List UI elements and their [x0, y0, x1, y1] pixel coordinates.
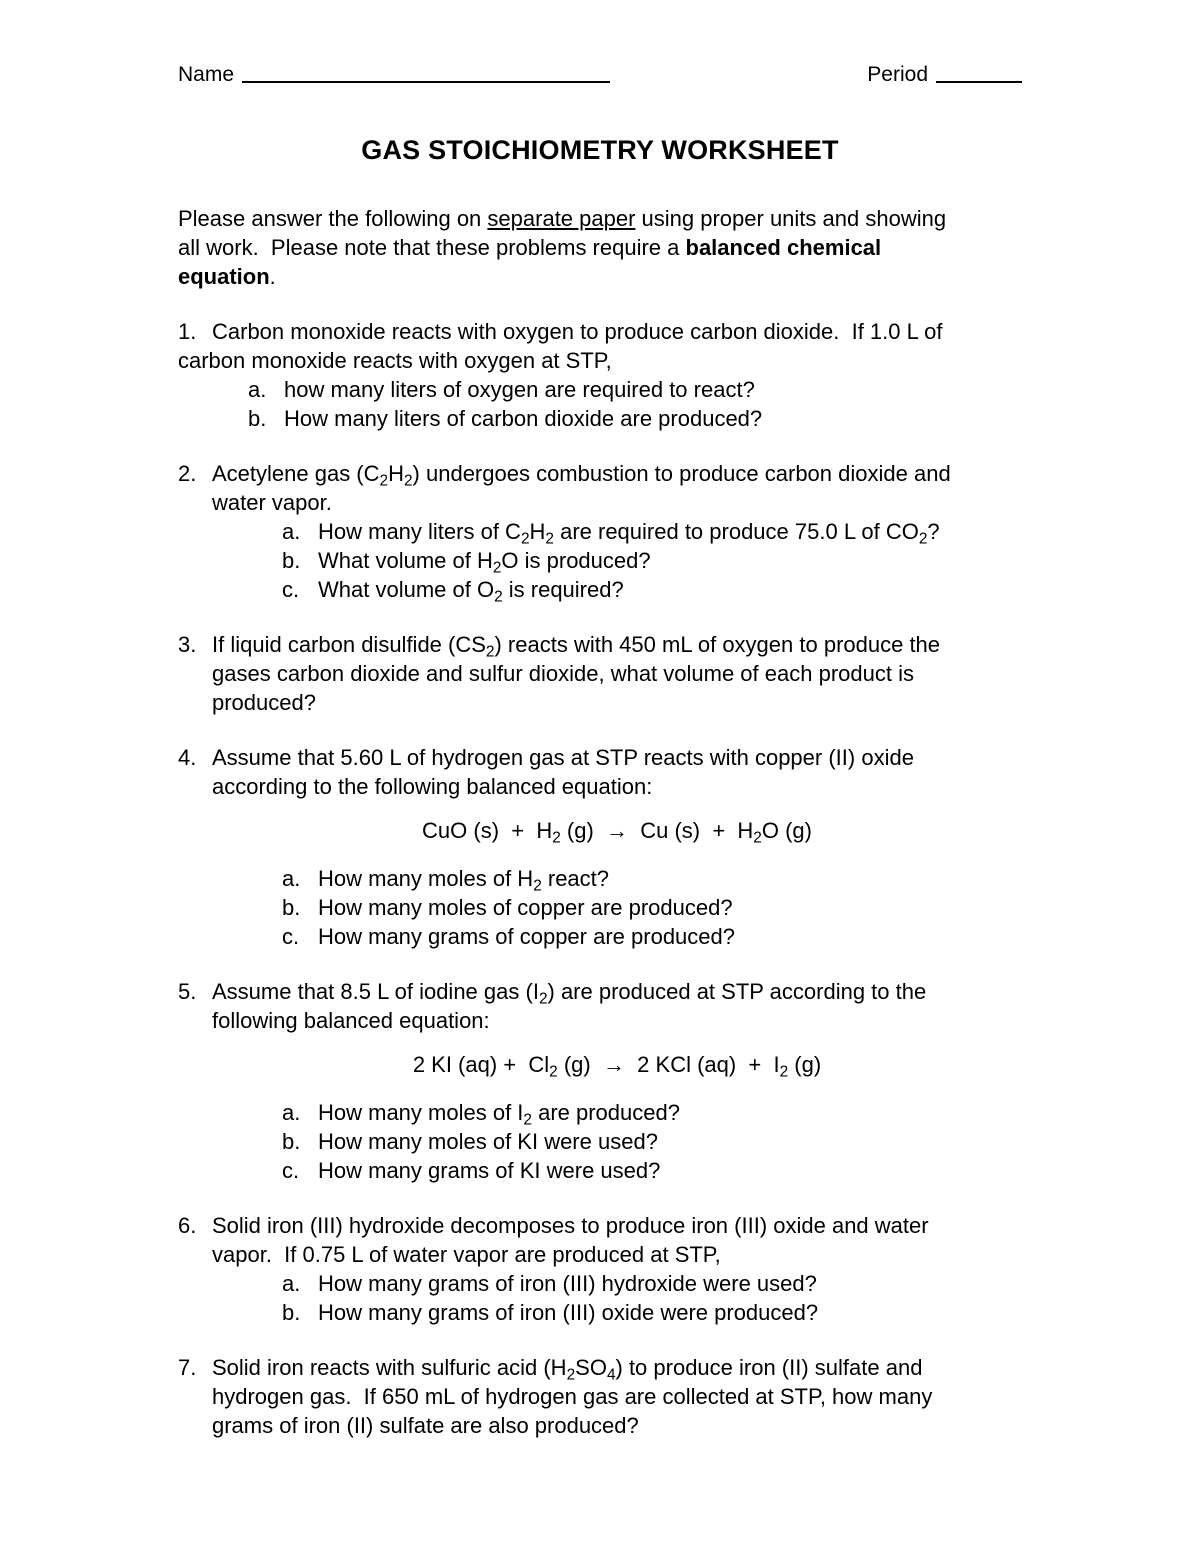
sub-question: [282, 922, 1022, 951]
question-text: Solid iron (III) hydroxide decomposes to produce iron (III) oxide and water vapor. If 0.75 L of water vapor are produced at STP,: [212, 1213, 929, 1267]
header-row: [178, 58, 1022, 89]
sub-question-text: What volume of $O_2$ is required?: [318, 577, 624, 606]
name-blank-line: [242, 60, 610, 83]
sub-question: [248, 375, 1022, 404]
sub-question-text: How many moles of $H_2$ react?: [318, 866, 610, 895]
question-number: 4.: [178, 745, 197, 770]
sub-question-text: How many grams of KI were used?: [318, 1158, 661, 1183]
sub-question-label: b.: [282, 1300, 301, 1325]
sub-question: [282, 1127, 1022, 1156]
question-text: Carbon monoxide reacts with oxygen to produce carbon dioxide. If 1.0 L of carbon monoxide reacts with oxygen at STP,: [178, 319, 943, 373]
intro-paragraph: Please answer the following on separate paper using proper units and showing all work. Please note that these problems require a balanced chemical equation.: [178, 206, 947, 289]
sub-question: [248, 404, 1022, 433]
sub-question: [282, 1098, 1022, 1127]
sub-question-text: how many liters of oxygen are required to react?: [284, 377, 755, 402]
sub-question-label: b.: [248, 406, 267, 431]
sub-question-label: b.: [282, 1129, 301, 1154]
sub-question-label: a.: [282, 866, 301, 891]
sub-question-label: a.: [282, 1271, 301, 1296]
sub-question-text: What volume of $H_2O$ is produced?: [318, 548, 651, 577]
sub-question: [282, 864, 1022, 893]
period-label: Period: [867, 63, 928, 86]
sub-question-label: b.: [282, 895, 301, 920]
sub-question-label: c.: [282, 1158, 300, 1183]
question: [178, 630, 1022, 717]
period-blank-line: [936, 60, 1022, 83]
sub-question: [282, 1156, 1022, 1185]
question-number: 6.: [178, 1213, 197, 1238]
sub-question-text: How many grams of iron (III) hydroxide were used?: [318, 1271, 817, 1296]
question: [178, 977, 1022, 1185]
period-field: [867, 58, 1022, 89]
sub-question: [282, 575, 1022, 604]
question: [178, 1353, 1022, 1440]
question-text: Solid iron reacts with sulfuric acid $(H_2SO_4)$ to produce iron (II) sulfate and hydrogen gas. If 650 mL of hydrogen gas are collected at STP, how many grams of iron (II) sulfate are also produced?: [212, 1355, 933, 1438]
sub-question-text: How many moles of KI were used?: [318, 1129, 658, 1154]
sub-question-text: How many grams of iron (III) oxide were produced?: [318, 1300, 819, 1325]
sub-question: [282, 546, 1022, 575]
question-number: 5.: [178, 979, 197, 1004]
question-text: If liquid carbon disulfide $(CS_2)$ reacts with 450 mL of oxygen to produce the gases carbon dioxide and sulfur dioxide, what volume of each product is produced?: [212, 632, 941, 715]
question-text: Assume that 8.5 L of iodine gas $(I_2)$ are produced at STP according to the following balanced equation:: [212, 979, 927, 1033]
sub-question: [282, 1298, 1022, 1327]
question-text: Assume that 5.60 L of hydrogen gas at STP reacts with copper (II) oxide according to the following balanced equation:: [212, 745, 914, 799]
sub-question-text: How many grams of copper are produced?: [318, 924, 735, 949]
question: [178, 317, 1022, 433]
question-number: 3.: [178, 632, 197, 657]
sub-question-label: c.: [282, 924, 300, 949]
question: [178, 1211, 1022, 1327]
chemical-equation: CuO $(s) + H_2$ (g) → Cu $(s) + H_2O$ (g): [422, 818, 812, 847]
sub-question-label: b.: [282, 548, 301, 573]
question-number: 7.: [178, 1355, 197, 1380]
name-label: Name: [178, 63, 235, 86]
sub-question: [282, 1269, 1022, 1298]
sub-question: [282, 517, 1022, 546]
question-number: 1.: [178, 319, 197, 344]
sub-question-text: How many liters of carbon dioxide are produced?: [284, 406, 763, 431]
name-field: [178, 58, 610, 89]
sub-question-text: How many liters of $C_2H_2$ are required to produce 75.0 L of $CO_2$?: [318, 519, 940, 548]
question: [178, 743, 1022, 951]
sub-question-label: a.: [248, 377, 267, 402]
sub-question-text: How many moles of $I_2$ are produced?: [318, 1100, 680, 1129]
question-number: 2.: [178, 461, 197, 486]
chemical-equation: 2 KI $(aq) + Cl_2$ (g) → 2 KCl $(aq) + I_2$ (g): [412, 1052, 822, 1081]
sub-question-label: c.: [282, 577, 300, 602]
question-text: Acetylene gas $(C_2H_2)$ undergoes combustion to produce carbon dioxide and water vapor.: [212, 461, 951, 515]
sub-question-label: a.: [282, 519, 301, 544]
questions: [178, 317, 1022, 1440]
sub-question: [282, 893, 1022, 922]
page-title: GAS STOICHIOMETRY WORKSHEET: [361, 135, 839, 165]
sub-question-text: How many moles of copper are produced?: [318, 895, 733, 920]
sub-question-label: a.: [282, 1100, 301, 1125]
question: [178, 459, 1022, 604]
